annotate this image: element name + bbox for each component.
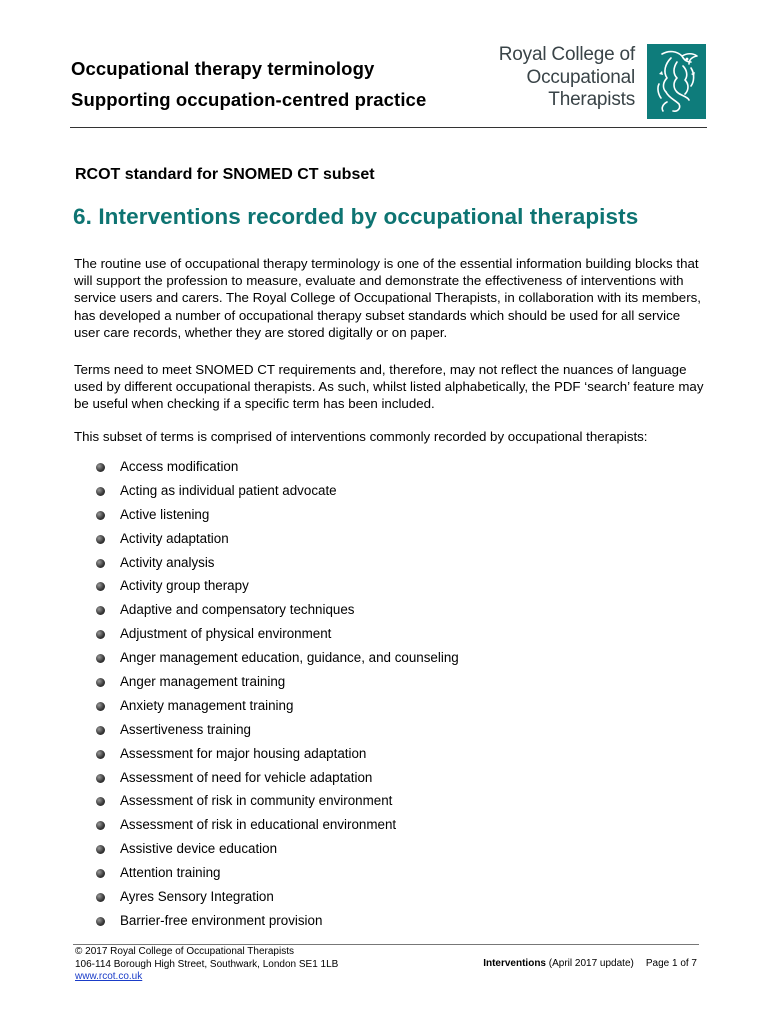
footer-doc-name: Interventions bbox=[483, 958, 546, 969]
list-item bbox=[96, 646, 459, 670]
list-item-label: Barrier-free environment provision bbox=[120, 912, 323, 928]
footer-divider bbox=[73, 944, 699, 945]
list-item-label: Activity group therapy bbox=[120, 578, 249, 594]
header-divider bbox=[70, 127, 707, 128]
interventions-list bbox=[96, 455, 459, 933]
list-item bbox=[96, 909, 459, 933]
list-item bbox=[96, 766, 459, 790]
bullet-icon bbox=[96, 606, 105, 615]
list-item bbox=[96, 622, 459, 646]
list-item bbox=[96, 837, 459, 861]
bullet-icon bbox=[96, 845, 105, 854]
bullet-icon bbox=[96, 678, 105, 687]
list-item bbox=[96, 718, 459, 742]
list-item bbox=[96, 813, 459, 837]
subset-intro-paragraph: This subset of terms is comprised of interventions commonly recorded by occupational therapists: bbox=[74, 429, 648, 444]
list-item bbox=[96, 527, 459, 551]
list-item-label: Assessment of need for vehicle adaptation bbox=[120, 769, 373, 785]
list-item-label: Assertiveness training bbox=[120, 721, 251, 737]
list-item-label: Assessment of risk in community environment bbox=[120, 793, 393, 809]
list-item bbox=[96, 694, 459, 718]
list-item bbox=[96, 479, 459, 503]
bullet-icon bbox=[96, 821, 105, 830]
list-item-label: Adaptive and compensatory techniques bbox=[120, 602, 355, 618]
bullet-icon bbox=[96, 487, 105, 496]
list-item bbox=[96, 598, 459, 622]
list-item bbox=[96, 503, 459, 527]
bullet-icon bbox=[96, 797, 105, 806]
document-subtitle: Supporting occupation-centred practice bbox=[71, 89, 427, 110]
footer-website-link[interactable]: www.rcot.co.uk bbox=[75, 971, 143, 982]
bullet-icon bbox=[96, 869, 105, 878]
list-item bbox=[96, 455, 459, 479]
list-item-label: Anxiety management training bbox=[120, 697, 294, 713]
footer-copyright: © 2017 Royal College of Occupational Therapists bbox=[75, 946, 294, 957]
list-item-label: Assessment for major housing adaptation bbox=[120, 745, 367, 761]
list-item-label: Assistive device education bbox=[120, 841, 278, 857]
logo-line-3: Therapists bbox=[548, 89, 635, 110]
bullet-icon bbox=[96, 917, 105, 926]
list-item-label: Adjustment of physical environment bbox=[120, 626, 332, 642]
bullet-icon bbox=[96, 654, 105, 663]
subset-title: RCOT standard for SNOMED CT subset bbox=[75, 166, 375, 183]
bullet-icon bbox=[96, 702, 105, 711]
bullet-icon bbox=[96, 774, 105, 783]
bullet-icon bbox=[96, 559, 105, 568]
footer-page-number: Page 1 of 7 bbox=[645, 958, 697, 969]
list-item-label: Ayres Sensory Integration bbox=[120, 889, 274, 905]
bullet-icon bbox=[96, 630, 105, 639]
list-item-label: Assessment of risk in educational environment bbox=[120, 817, 397, 833]
bullet-icon bbox=[96, 535, 105, 544]
bullet-icon bbox=[96, 463, 105, 472]
bullet-icon bbox=[96, 893, 105, 902]
footer-page-info bbox=[483, 958, 697, 971]
list-item bbox=[96, 861, 459, 885]
bullet-icon bbox=[96, 750, 105, 759]
list-item-label: Anger management training bbox=[120, 674, 286, 690]
list-item bbox=[96, 789, 459, 813]
list-item-label: Activity analysis bbox=[120, 554, 215, 570]
footer-address: 106-114 Borough High Street, Southwark, London SE1 1LB bbox=[75, 958, 339, 970]
list-item bbox=[96, 574, 459, 598]
bullet-icon bbox=[96, 511, 105, 520]
section-heading: 6. Interventions recorded by occupational therapists bbox=[73, 204, 639, 229]
list-item-label: Attention training bbox=[120, 865, 221, 881]
logo-line-1: Royal College of bbox=[498, 44, 635, 65]
list-item-label: Active listening bbox=[120, 506, 210, 522]
list-item bbox=[96, 551, 459, 575]
list-item bbox=[96, 670, 459, 694]
rcot-crest-icon bbox=[647, 44, 706, 119]
logo-line-2: Occupational bbox=[526, 66, 635, 88]
document-title: Occupational therapy terminology bbox=[71, 58, 375, 79]
list-item bbox=[96, 885, 459, 909]
bullet-icon bbox=[96, 582, 105, 591]
footer-address-block bbox=[75, 946, 338, 984]
rcot-logo-wordmark bbox=[475, 44, 635, 112]
list-item bbox=[96, 742, 459, 766]
footer-doc-update: (April 2017 update) bbox=[548, 958, 634, 969]
list-item-label: Acting as individual patient advocate bbox=[120, 482, 337, 498]
snomed-paragraph: Terms need to meet SNOMED CT requirements and, therefore, may not reflect the nuances of language used by different occupational therapists. As such, whilst listed alphabetically, the PDF ‘search’ feature may be useful when checking if a specific term has been included. bbox=[74, 362, 704, 412]
intro-paragraph: The routine use of occupational therapy terminology is one of the essential information building blocks that will support the profession to measure, evaluate and demonstrate the effectiveness of interventions with service users and carers. The Royal College of Occupational Therapists, in collaboration with its members, has developed a number of occupational therapy subset standards which should be used for all service user care records, whether they are stored digitally or on paper. bbox=[74, 256, 701, 340]
list-item-label: Access modification bbox=[120, 459, 239, 474]
list-item-label: Anger management education, guidance, and counseling bbox=[120, 650, 459, 666]
bullet-icon bbox=[96, 726, 105, 735]
list-item-label: Activity adaptation bbox=[120, 530, 229, 546]
